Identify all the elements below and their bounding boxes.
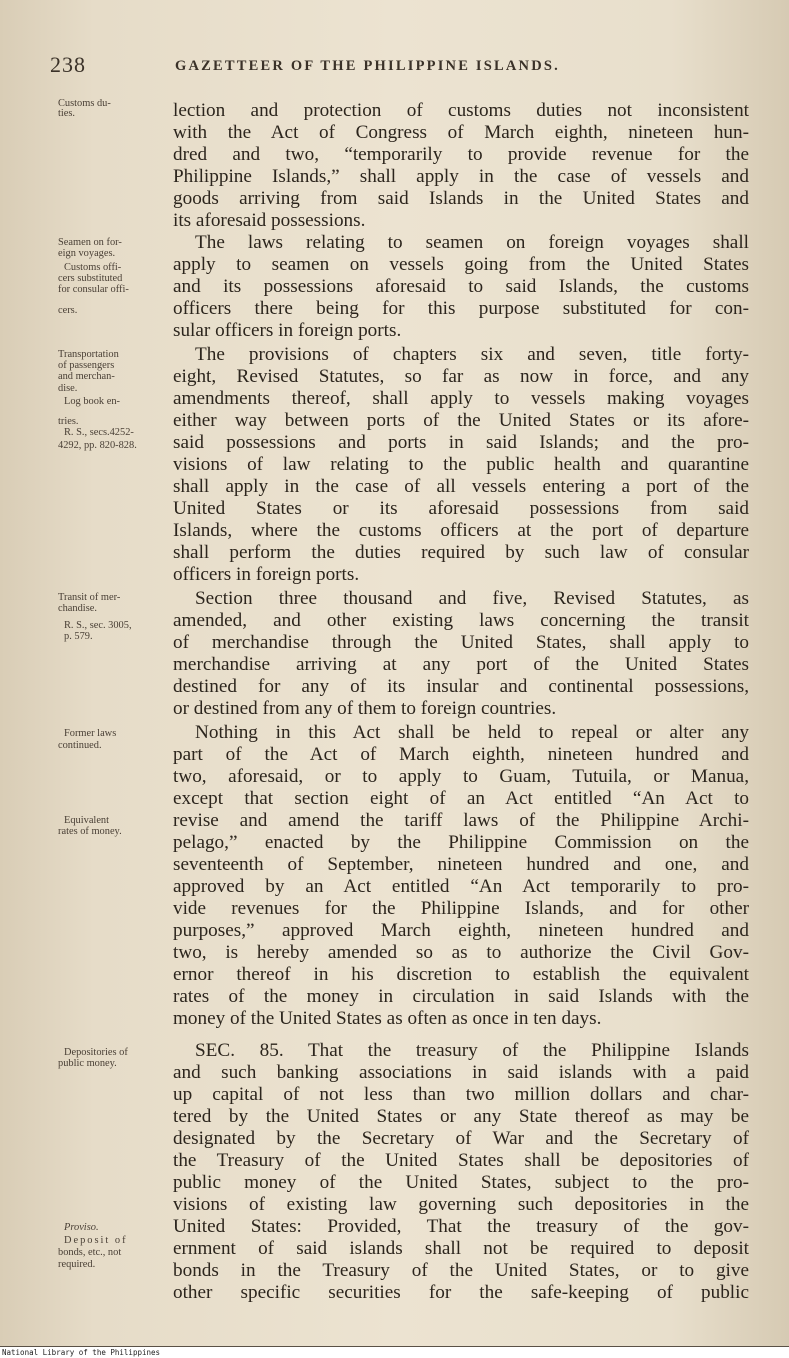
- margin-note-line: R. S., sec. 3005,: [64, 620, 132, 631]
- body-text-line: except that section eight of an Act entitled “An Act to: [173, 788, 749, 809]
- body-text-line: shall apply in the case of all vessels entering a port of the: [173, 476, 749, 497]
- body-text-line: two, is hereby amended so as to authorize the Civil Gov-: [173, 942, 749, 963]
- margin-note-line: of passengers: [58, 360, 115, 371]
- body-text-line: up capital of not less than two million dollars and char-: [173, 1084, 749, 1105]
- running-title: GAZETTEER OF THE PHILIPPINE ISLANDS.: [175, 58, 560, 74]
- margin-note-line: Depositories of: [64, 1047, 128, 1058]
- body-text-line: revise and amend the tariff laws of the Philippine Archi-: [173, 810, 749, 831]
- body-text-line: tered by the United States or any State thereof as may be: [173, 1106, 749, 1127]
- body-text-line: purposes,” approved March eighth, nineteen hundred and: [173, 920, 749, 941]
- body-text-line: designated by the Secretary of War and the Secretary of: [173, 1128, 749, 1149]
- body-text-line: part of the Act of March eighth, nineteen hundred and: [173, 744, 749, 765]
- body-text-line: and its possessions aforesaid to said Islands, the customs: [173, 276, 749, 297]
- body-text-line: pelago,” enacted by the Philippine Commission on the: [173, 832, 749, 853]
- library-attribution: National Library of the Philippines: [0, 1347, 789, 1358]
- body-text-line: two, aforesaid, or to apply to Guam, Tutuila, or Manua,: [173, 766, 749, 787]
- body-text-line: officers in foreign ports.: [173, 564, 360, 585]
- margin-note-line: bonds, etc., not: [58, 1247, 122, 1258]
- body-text-line: lection and protection of customs duties not inconsistent: [173, 100, 749, 121]
- body-text-line: visions of existing law governing such depositories in the: [173, 1194, 749, 1215]
- body-text-line: ernment of said islands shall not be required to deposit: [173, 1238, 749, 1259]
- body-text-line: apply to seamen on vessels going from the United States: [173, 254, 749, 275]
- body-text-line: of merchandise through the United States, shall apply to: [173, 632, 749, 653]
- margin-note-line: p. 579.: [64, 631, 93, 642]
- body-text-line: vide revenues for the Philippine Islands, and for other: [173, 898, 749, 919]
- body-text-line: United States or its aforesaid possessions from said: [173, 498, 749, 519]
- margin-note-line: for consular offi-: [58, 284, 129, 295]
- body-text-line: other specific securities for the safe-keeping of public: [173, 1282, 749, 1303]
- body-text-line: Islands, where the customs officers at the port of departure: [173, 520, 749, 541]
- margin-note-line: eign voyages.: [58, 248, 116, 259]
- margin-note-line: Former laws: [64, 728, 117, 739]
- body-text-line: sular officers in foreign ports.: [173, 320, 402, 341]
- margin-note-line: tries.: [58, 416, 79, 427]
- body-text-line: eight, Revised Statutes, so far as now in force, and any: [173, 366, 749, 387]
- body-text-line: approved by an Act entitled “An Act temporarily to pro-: [173, 876, 749, 897]
- margin-note-line: Customs offi-: [64, 262, 122, 273]
- body-text-line: merchandise arriving at any port of the United States: [173, 654, 749, 675]
- margin-note-line: continued.: [58, 740, 102, 751]
- margin-note-line: public money.: [58, 1058, 117, 1069]
- body-text-line: seventeenth of September, nineteen hundred and one, and: [173, 854, 749, 875]
- body-text-line: public money of the United States, subject to the pro-: [173, 1172, 749, 1193]
- body-text-line: officers there being for this purpose substituted for con-: [173, 298, 749, 319]
- body-text-line: Nothing in this Act shall be held to repeal or alter any: [195, 722, 749, 743]
- margin-note-line: Proviso.: [64, 1222, 99, 1233]
- page-number: 238: [50, 52, 86, 77]
- page-header: [50, 52, 770, 82]
- body-text-line: bonds in the Treasury of the United States, or to give: [173, 1260, 749, 1281]
- margin-note-line: Deposit of: [64, 1235, 128, 1246]
- body-text-line: visions of law relating to the public health and quarantine: [173, 454, 749, 475]
- margin-note-line: and merchan-: [58, 371, 115, 382]
- margin-note-line: Seamen on for-: [58, 237, 122, 248]
- margin-note-line: dise.: [58, 383, 78, 394]
- body-text-line: either way between ports of the United States or its afore-: [173, 410, 749, 431]
- body-text-line: amended, and other existing laws concerning the transit: [173, 610, 749, 631]
- body-text-line: SEC. 85. That the treasury of the Philippine Islands: [195, 1040, 749, 1061]
- margin-note-line: Log book en-: [64, 396, 120, 407]
- body-text-line: or destined from any of them to foreign countries.: [173, 698, 557, 719]
- margin-note-line: rates of money.: [58, 826, 122, 837]
- body-text-line: money of the United States as often as once in ten days.: [173, 1008, 602, 1029]
- margin-note-line: Equivalent: [64, 815, 110, 826]
- body-text-line: goods arriving from said Islands in the United States and: [173, 188, 749, 209]
- margin-note-line: 4292, pp. 820-828.: [58, 440, 137, 451]
- body-text-line: ernor thereof in his discretion to establish the equivalent: [173, 964, 749, 985]
- body-text-line: the Treasury of the United States shall be depositories of: [173, 1150, 749, 1171]
- body-text-line: its aforesaid possessions.: [173, 210, 366, 231]
- margin-note-line: required.: [58, 1259, 96, 1270]
- body-text-line: rates of the money in circulation in said Islands with the: [173, 986, 749, 1007]
- margin-note-line: ties.: [58, 108, 76, 119]
- margin-note-line: chandise.: [58, 603, 97, 614]
- body-text-line: and such banking associations in said islands with a paid: [173, 1062, 749, 1083]
- body-text-line: destined for any of its insular and continental possessions,: [173, 676, 749, 697]
- body-text-line: Philippine Islands,” shall apply in the case of vessels and: [173, 166, 749, 187]
- body-text-line: The laws relating to seamen on foreign voyages shall: [195, 232, 749, 253]
- margin-note-line: cers.: [58, 305, 78, 316]
- body-text-line: dred and two, “temporarily to provide revenue for the: [173, 144, 749, 165]
- body-text-line: United States: Provided, That the treasury of the gov-: [173, 1216, 749, 1237]
- body-text-line: Section three thousand and five, Revised Statutes, as: [195, 588, 749, 609]
- margin-note-line: cers substituted: [58, 273, 123, 284]
- margin-note-line: R. S., secs.4252-: [64, 427, 134, 438]
- body-text-line: The provisions of chapters six and seven, title forty-: [195, 344, 749, 365]
- margin-note-line: Transportation: [58, 349, 119, 360]
- body-text-line: with the Act of Congress of March eighth, nineteen hun-: [173, 122, 749, 143]
- body-text-line: amendments thereof, shall apply to vessels making voyages: [173, 388, 749, 409]
- margin-note-line: Customs du-: [58, 98, 111, 109]
- body-text-line: shall perform the duties required by such law of consular: [173, 542, 749, 563]
- margin-note-line: Transit of mer-: [58, 592, 121, 603]
- body-text-line: said possessions and ports in said Islands; and the pro-: [173, 432, 749, 453]
